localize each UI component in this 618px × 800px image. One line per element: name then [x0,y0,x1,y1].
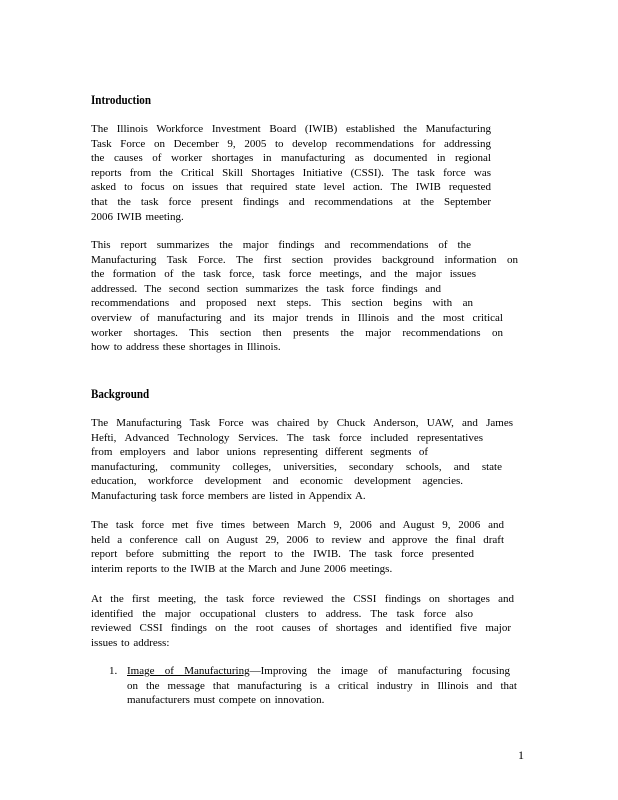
background-paragraph-3 [91,592,514,650]
text-line: the causes of worker shortages in manufacturing as documented in regional [91,152,491,165]
text-line: Task Force on December 9, 2005 to develop recommendations for addressing [91,137,491,150]
text-line: interim reports to the IWIB at the March and June 2006 meetings. [91,562,393,575]
background-paragraph-2 [91,518,504,576]
list-item-title: Image of Manufacturing [127,665,250,677]
text-line: reviewed CSSI findings on the root causes of shortages and identified five major [91,622,511,635]
text-line: This report summarizes the major findings and recommendations of the [91,239,471,251]
text-line: from employers and labor unions representing different segments of [91,446,428,459]
text-line: identified the major occupational clusters to address. The task force also [91,607,473,620]
intro-paragraph-1 [91,122,491,224]
list-item-description: —Improving the image of manufacturing focusing [249,665,510,677]
text-line: addressed. The second section summarizes the task force findings and [91,282,441,295]
intro-paragraph-2 [91,238,518,355]
text-line: Manufacturing Task Force. The first section provides background information on [91,253,518,266]
text-line: issues to address: [91,636,170,649]
text-line: The Manufacturing Task Force was chaired by Chuck Anderson, UAW, and James [91,417,513,429]
list-item-text [127,664,517,708]
page-number: 1 [518,748,524,762]
text-line: education, workforce development and economic development agencies. [91,475,463,488]
text-line: recommendations and proposed next steps. This section begins with an [91,297,473,310]
text-line: Hefti, Advanced Technology Services. The task force included representatives [91,431,483,444]
background-paragraph-1 [91,416,513,504]
text-line: manufacturers must compete on innovation. [127,694,325,707]
text-line: The task force met five times between March 9, 2006 and August 9, 2006 and [91,519,504,531]
text-line: overview of manufacturing and its major trends in Illinois and the most critical [91,311,503,324]
text-line: reports from the Critical Skill Shortages Initiative (CSSI). The task force was [91,166,491,179]
text-line: The Illinois Workforce Investment Board (IWIB) established the Manufacturing [91,123,491,135]
background-heading: Background [91,386,150,401]
text-line: Manufacturing task force members are listed in Appendix A. [91,489,366,502]
text-line: held a conference call on August 29, 2006 to review and approve the final draft [91,533,504,546]
text-line: that the task force present findings and recommendations at the September [91,195,491,208]
text-line: report before submitting the report to the IWIB. The task force presented [91,548,474,561]
text-line: on the message that manufacturing is a critical industry in Illinois and that [127,679,517,692]
list-item-number: 1. [109,665,118,677]
text-line: manufacturing, community colleges, universities, secondary schools, and state [91,460,502,473]
text-line: 2006 IWIB meeting. [91,210,184,223]
text-line: At the first meeting, the task force reviewed the CSSI findings on shortages and [91,593,514,605]
text-line: the formation of the task force, task force meetings, and the major issues [91,268,476,281]
text-line: how to address these shortages in Illinois. [91,341,281,354]
text-line [127,664,510,679]
text-line: asked to focus on issues that required state level action. The IWIB requested [91,181,491,194]
introduction-heading: Introduction [91,92,151,107]
text-line: worker shortages. This section then presents the major recommendations on [91,326,503,339]
